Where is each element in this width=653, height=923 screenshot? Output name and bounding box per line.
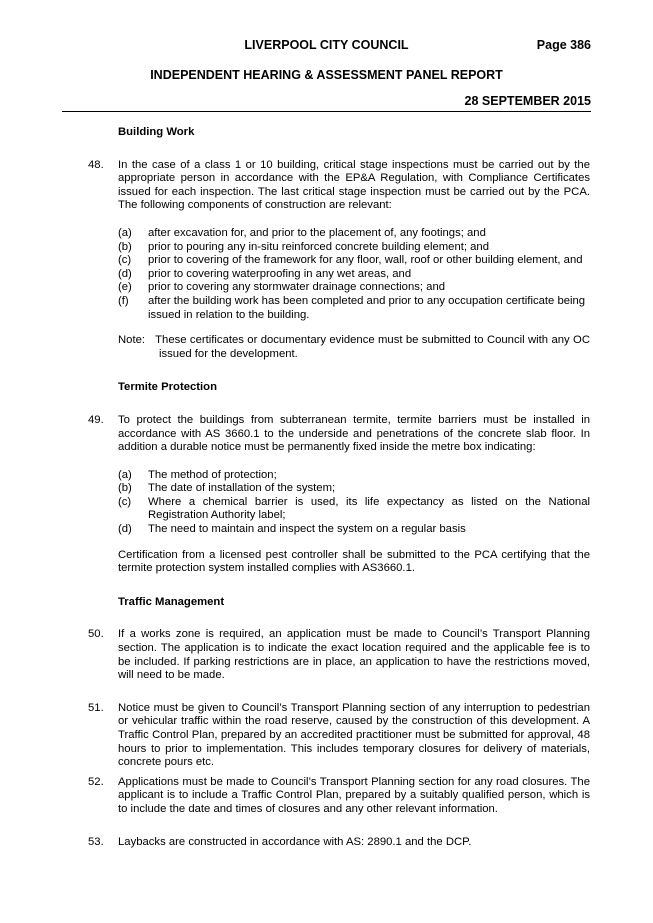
page-number: Page 386	[536, 38, 591, 52]
condition-text: Applications must be made to Council’s Transport Planning section for any road closures. The applicant is to include a Traffic Control Plan, prepared by a suitably qualified person, which is to include the date and times of closures and any other relevant information.	[118, 775, 590, 815]
list-item	[118, 281, 590, 295]
list-item	[118, 241, 590, 255]
list-item-text: prior to covering of the framework for any floor, wall, roof or other building element, and	[148, 254, 583, 267]
condition-51	[88, 702, 590, 770]
condition-48	[88, 159, 590, 213]
list-item	[118, 268, 590, 282]
note-label: Note:	[118, 334, 146, 347]
section-heading-traffic-management: Traffic Management	[118, 595, 225, 608]
condition-number: 51.	[88, 701, 104, 714]
note	[88, 334, 590, 361]
report-date: 28 SEPTEMBER 2015	[464, 94, 591, 108]
list-item-label: (f)	[118, 294, 129, 307]
condition-number: 49.	[88, 413, 104, 426]
list-item-text: Where a chemical barrier is used, its life expectancy as listed on the National Registration Authority label;	[148, 495, 590, 522]
list-item-text: prior to covering waterproofing in any wet areas, and	[148, 267, 412, 280]
list-item	[118, 523, 590, 537]
condition-text: In the case of a class 1 or 10 building, critical stage inspections must be carried out by the appropriate person in accordance with the EP&A Regulation, with Compliance Certificates issued for each inspection. The last critical stage inspection must be carried out by the PCA. The following components of construction are relevant:	[118, 158, 590, 212]
list-item-text: after excavation for, and prior to the placement of, any footings; and	[148, 226, 486, 239]
list-item-text: prior to pouring any in-situ reinforced concrete building element; and	[148, 240, 489, 253]
condition-number: 53.	[88, 835, 104, 848]
list-item-label: (d)	[118, 523, 132, 536]
list-item-label: (b)	[118, 240, 132, 253]
inspection-list	[118, 227, 590, 322]
condition-number: 52.	[88, 775, 104, 788]
list-item	[118, 254, 590, 268]
council-name: LIVERPOOL CITY COUNCIL	[244, 38, 409, 52]
condition-text: Notice must be given to Council’s Transport Planning section of any interruption to pedestrian or vehicular traffic within the road reserve, caused by the construction of this development. A Traffic Control Plan, prepared by an accredited practitioner must be submitted for approval, 48 hours to prior to implementation. This includes temporary closures for delivery of materials, concrete pours etc.	[118, 701, 590, 769]
condition-50	[88, 628, 590, 682]
list-item	[118, 227, 590, 241]
section-heading-termite-protection: Termite Protection	[118, 381, 217, 394]
list-item	[118, 295, 590, 322]
list-item	[118, 469, 590, 483]
list-item-label: (c)	[118, 495, 132, 508]
certification-text: Certification from a licensed pest controller shall be submitted to the PCA certifying that the termite protection system installed complies with AS3660.1.	[118, 548, 590, 575]
condition-text: Laybacks are constructed in accordance with AS: 2890.1 and the DCP.	[118, 835, 472, 848]
condition-number: 48.	[88, 158, 104, 171]
list-item-label: (a)	[118, 468, 132, 481]
list-item	[118, 496, 590, 523]
list-item-label: (d)	[118, 267, 132, 280]
list-item-label: (a)	[118, 226, 132, 239]
header-divider	[62, 111, 591, 112]
condition-text: If a works zone is required, an application must be made to Council’s Transport Planning section. The application is to indicate the exact location required and the applicable fee is to be included. If parking restrictions are in place, an application to have the restrictions moved, will need to be made.	[118, 628, 590, 682]
report-title: INDEPENDENT HEARING & ASSESSMENT PANEL REPORT	[150, 68, 503, 82]
condition-number: 50.	[88, 628, 104, 641]
note-text: These certificates or documentary evidence must be submitted to Council with any OC issued for the development.	[155, 334, 590, 360]
list-item-label: (b)	[118, 482, 132, 495]
list-item-text: The method of protection;	[148, 468, 277, 481]
list-item-label: (c)	[118, 254, 132, 267]
condition-49	[88, 414, 590, 455]
list-item-label: (e)	[118, 281, 132, 294]
list-item-text: prior to covering any stormwater drainage connections; and	[148, 281, 446, 294]
list-item-text: The date of installation of the system;	[148, 482, 336, 495]
list-item	[118, 482, 590, 496]
termite-notice-list	[118, 469, 590, 537]
condition-text: To protect the buildings from subterranean termite, termite barriers must be installed in accordance with AS 3660.1 to the underside and penetrations of the concrete slab floor. In addition a durable notice must be permanently fixed inside the metre box indicating:	[118, 413, 590, 454]
section-heading-building-work: Building Work	[118, 126, 195, 138]
list-item-text: after the building work has been completed and prior to any occupation certificate being issued in relation to the building.	[148, 294, 586, 321]
document-body	[88, 126, 590, 863]
condition-52	[88, 776, 590, 817]
list-item-text: The need to maintain and inspect the system on a regular basis	[148, 523, 466, 536]
condition-53	[88, 836, 590, 850]
